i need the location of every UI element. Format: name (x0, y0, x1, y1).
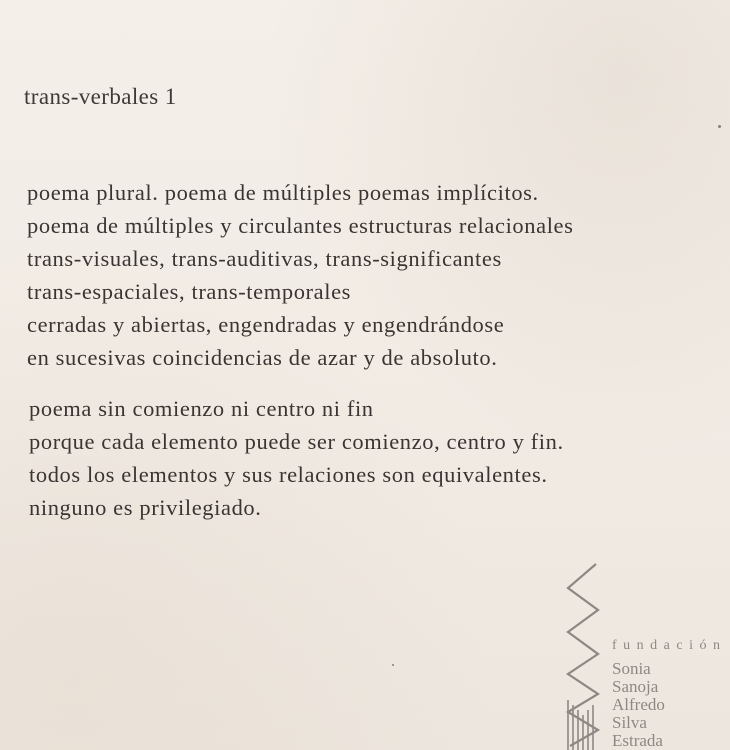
poem-line: poema plural. poema de múltiples poemas implícitos. (27, 180, 539, 205)
poem-line: poema sin comienzo ni centro ni fin (29, 396, 374, 421)
poem-line: poema de múltiples y circulantes estructuras relacionales (27, 213, 574, 238)
watermark-name: Silva (612, 713, 647, 732)
paper-speck (392, 664, 394, 666)
watermark-text (612, 638, 726, 750)
poem-line: trans-espaciales, trans-temporales (27, 279, 352, 304)
poem-line: todos los elementos y sus relaciones son equivalentes. (29, 462, 548, 487)
poem-line: en sucesivas coincidencias de azar y de absoluto. (27, 345, 498, 370)
watermark-name: Estrada (612, 731, 663, 750)
watermark-name: Alfredo (612, 695, 665, 714)
poem-title: trans-verbales 1 (24, 84, 177, 109)
zigzag-spring-logo-icon (560, 560, 620, 750)
poem-line: porque cada elemento puede ser comienzo, centro y fin. (29, 429, 564, 454)
watermark-label: fundación (612, 638, 727, 653)
paper-speck (718, 125, 721, 128)
poem-line: ninguno es privilegiado. (29, 495, 262, 520)
poem-line: cerradas y abiertas, engendradas y engendrándose (27, 312, 505, 337)
stanza-2 (29, 392, 564, 524)
watermark-name: Sonia (612, 659, 651, 678)
watermark-name: Sanoja (612, 677, 659, 696)
poem-line: trans-visuales, trans-auditivas, trans-significantes (27, 246, 502, 271)
stanza-1 (27, 176, 574, 374)
foundation-watermark (560, 560, 730, 750)
